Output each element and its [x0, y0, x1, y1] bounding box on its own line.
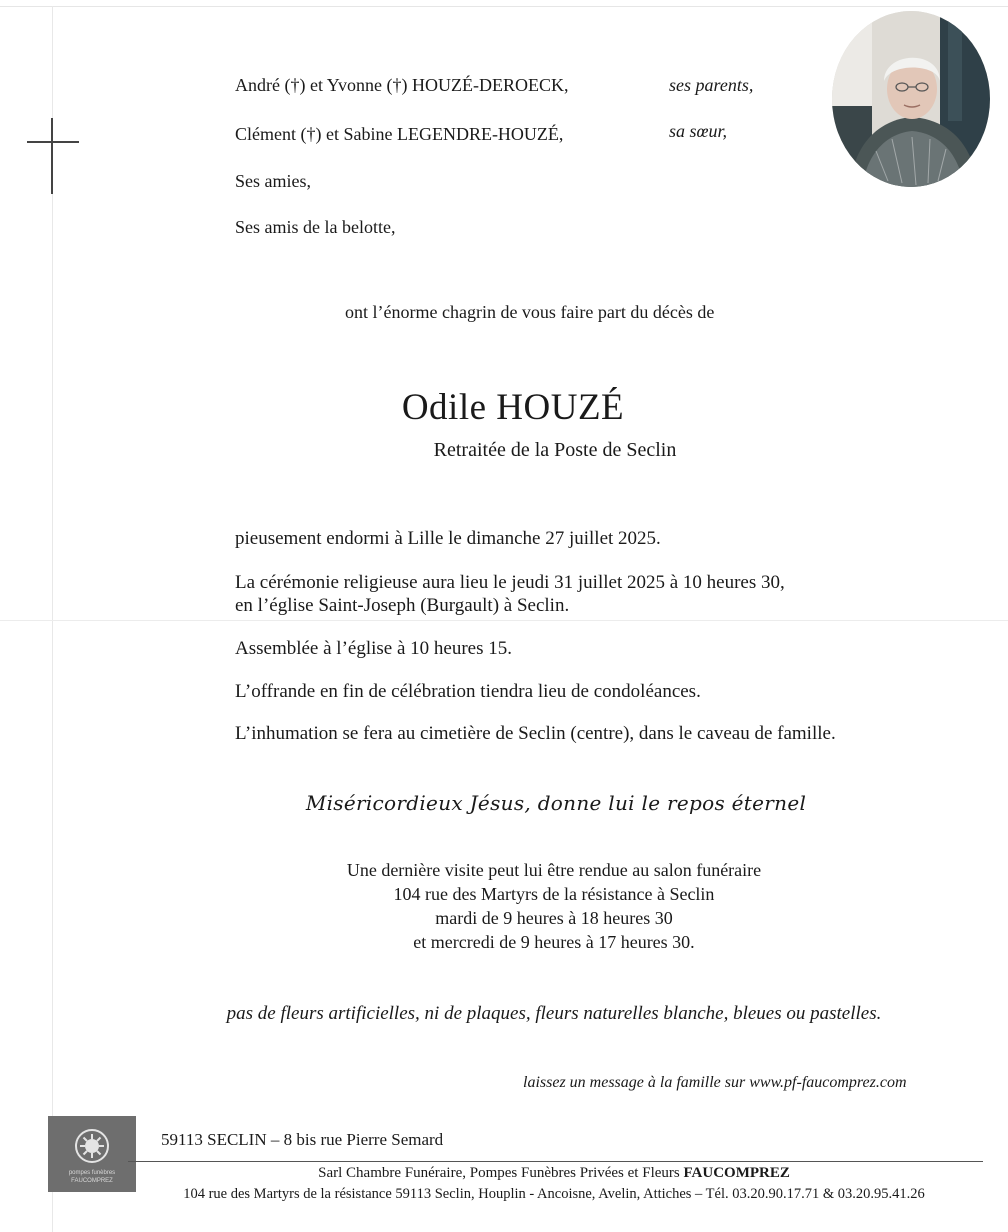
ceremony-line-1: La cérémonie religieuse aura lieu le jeudi 31 juillet 2025 à 10 heures 30, [235, 572, 785, 593]
family-member-3: Ses amies, [235, 171, 311, 191]
prayer-text: Miséricordieux Jésus, donne lui le repos éternel [305, 791, 807, 815]
family-member-4: Ses amis de la belotte, [235, 217, 396, 237]
announcement-text: ont l’énorme chagrin de vous faire part du décès de [345, 302, 715, 322]
visit-line-2: 104 rue des Martyrs de la résistance à Seclin [393, 884, 715, 904]
visit-line-1: Une dernière visite peut lui être rendue au salon funéraire [346, 860, 762, 880]
deceased-title: Retraitée de la Poste de Seclin [433, 439, 677, 461]
page-edge-top [0, 6, 1008, 7]
portrait-photo [832, 11, 990, 187]
visit-line-3: mardi de 9 heures à 18 heures 30 [435, 908, 673, 928]
footer-divider [128, 1161, 983, 1162]
family-member-2: Clément (†) et Sabine LEGENDRE-HOUZÉ, [235, 124, 564, 144]
visit-line-4: et mercredi de 9 heures à 17 heures 30. [413, 932, 695, 952]
death-notice: pieusement endormi à Lille le dimanche 27 juillet 2025. [235, 528, 661, 549]
offering-notice: L’offrande en fin de célébration tiendra lieu de condoléances. [235, 681, 701, 702]
footer-contact: 104 rue des Martyrs de la résistance 59113 Seclin, Houplin - Ancoisne, Avelin, Attiches – Tél. 03.20.90.17.71 & 03.20.95.41.26 [183, 1186, 925, 1202]
family-relation-2: sa sœur, [669, 121, 728, 141]
message-note: laissez un message à la famille sur www.pf-faucomprez.com [523, 1074, 907, 1091]
burial-notice: L’inhumation se fera au cimetière de Seclin (centre), dans le caveau de famille. [235, 723, 836, 744]
family-member-1: André (†) et Yvonne (†) HOUZÉ-DEROECK, [235, 75, 569, 95]
footer-address: 59113 SECLIN – 8 bis rue Pierre Semard [161, 1130, 444, 1149]
logo-text-line-2: FAUCOMPREZ [71, 1178, 113, 1184]
logo-text-line-1: pompes funèbres [68, 1170, 116, 1176]
fold-line [0, 620, 1008, 621]
assembly-notice: Assemblée à l’église à 10 heures 15. [235, 638, 512, 659]
flowers-note: pas de fleurs artificielles, ni de plaques, fleurs naturelles blanche, bleues ou pastelles. [226, 1003, 882, 1024]
family-relation-1: ses parents, [669, 75, 754, 95]
footer-company-prefix: Sarl Chambre Funéraire, Pompes Funèbres Privées et Fleurs [318, 1165, 684, 1181]
footer-company-name: FAUCOMPREZ [683, 1165, 790, 1181]
ceremony-line-2: en l’église Saint-Joseph (Burgault) à Seclin. [235, 595, 570, 616]
footer-company [0, 1165, 1008, 1182]
deceased-name: Odile HOUZÉ [401, 387, 625, 428]
